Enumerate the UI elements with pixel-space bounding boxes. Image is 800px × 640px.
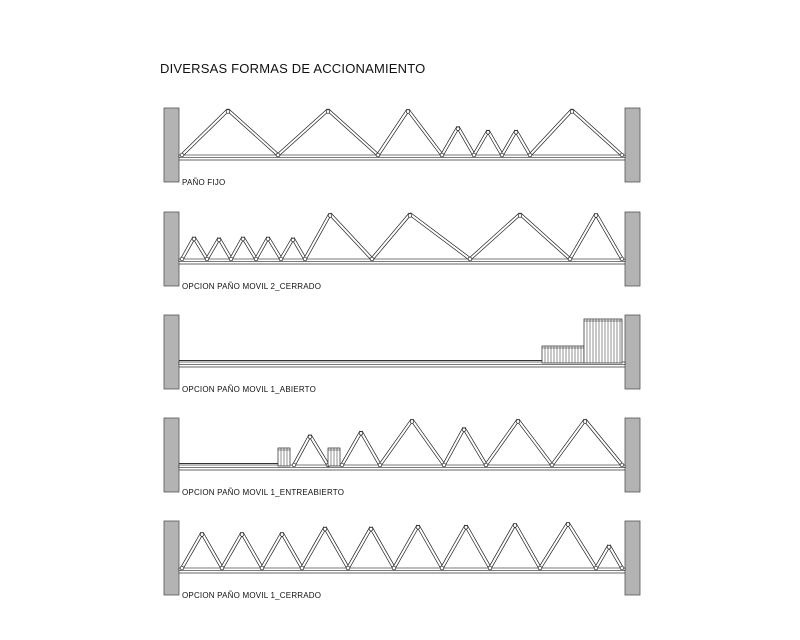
wall-right — [625, 108, 640, 182]
hinge-joint — [308, 435, 312, 439]
door-leaf — [370, 527, 395, 569]
door-leaf — [341, 431, 362, 466]
door-leaf — [417, 525, 443, 569]
door-leaf — [261, 532, 283, 568]
wall-left — [164, 212, 179, 286]
hinge-joint — [180, 153, 184, 157]
door-leaf — [181, 532, 203, 568]
panel-label: OPCION PAÑO MOVIL 1_ABIERTO — [182, 385, 317, 394]
hinge-joint — [370, 257, 374, 261]
hinge-joint — [594, 214, 598, 218]
hinge-joint — [566, 523, 570, 527]
hinge-joint — [359, 432, 363, 436]
hinge-joint — [326, 110, 330, 114]
hinge-joint — [607, 545, 611, 549]
panel-movil-1-cerrado — [160, 521, 640, 601]
hinge-joint — [300, 566, 304, 570]
door-leaf — [329, 213, 373, 260]
hinge-joint — [279, 257, 283, 261]
door-leaf — [393, 525, 419, 569]
door-leaf — [293, 435, 311, 466]
hinge-joint — [254, 257, 258, 261]
wall-right — [625, 315, 640, 389]
door-leaf — [519, 213, 571, 260]
diagram-title: DIVERSAS FORMAS DE ACCIONAMIENTO — [160, 61, 426, 76]
door-leaf — [443, 428, 465, 466]
hinge-joint — [323, 527, 327, 531]
door-drawing-movil-1-entreabierto — [160, 418, 640, 494]
hinge-joint — [486, 131, 490, 135]
door-leaf — [441, 525, 467, 569]
hinge-joint — [456, 127, 460, 131]
hinge-joint — [220, 566, 224, 570]
hinge-joint — [500, 153, 504, 157]
door-leaf — [360, 431, 381, 466]
door-leaf — [539, 522, 569, 568]
panel-movil-2-cerrado — [160, 212, 640, 292]
hinge-joint — [408, 214, 412, 218]
track-rail — [179, 568, 625, 571]
hinge-joint — [410, 420, 414, 424]
hinge-joint — [513, 524, 517, 528]
hinge-joint — [180, 257, 184, 261]
door-leaf — [489, 523, 516, 568]
door-leaf — [514, 523, 541, 568]
door-leaf — [379, 419, 413, 466]
door-leaf — [567, 522, 597, 568]
wall-left — [164, 418, 179, 492]
door-leaf — [221, 532, 243, 568]
hinge-joint — [620, 566, 624, 570]
hinge-joint — [369, 527, 373, 531]
hinge-joint — [484, 463, 488, 467]
door-leaf — [517, 419, 553, 466]
panel-movil-1-abierto — [160, 315, 640, 395]
door-leaf — [377, 109, 409, 156]
wall-left — [164, 521, 179, 595]
door-leaf — [241, 532, 263, 568]
hinge-joint — [620, 153, 624, 157]
hinge-joint — [550, 463, 554, 467]
door-leaf — [469, 213, 521, 260]
door-leaf — [485, 419, 519, 466]
wall-right — [625, 212, 640, 286]
door-leaf — [304, 213, 331, 259]
hinge-joint — [462, 428, 466, 432]
hinge-joint — [518, 214, 522, 218]
hinge-joint — [180, 566, 184, 570]
hinge-joint — [568, 257, 572, 261]
track-rail — [179, 259, 625, 262]
hinge-joint — [468, 257, 472, 261]
hinge-joint — [280, 533, 284, 537]
panel-label: OPCION PAÑO MOVIL 2_CERRADO — [182, 282, 322, 291]
hinge-joint — [442, 463, 446, 467]
hinge-joint — [303, 257, 307, 261]
hinge-joint — [260, 566, 264, 570]
hinge-joint — [241, 237, 245, 241]
hinge-joint — [226, 110, 230, 114]
door-leaf — [347, 527, 372, 569]
door-leaf — [411, 419, 445, 466]
track-rail — [179, 155, 625, 158]
door-drawing-movil-2-cerrado — [160, 212, 640, 288]
door-leaf — [551, 419, 586, 466]
wall-right — [625, 521, 640, 595]
door-leaf — [407, 109, 443, 156]
door-leaf — [584, 419, 623, 466]
door-drawing-movil-1-cerrado — [160, 521, 640, 597]
door-leaf — [529, 109, 573, 156]
hinge-joint — [229, 257, 233, 261]
hinge-joint — [594, 566, 598, 570]
hinge-joint — [205, 257, 209, 261]
hinge-joint — [292, 463, 296, 467]
door-drawing-pano-fijo — [160, 108, 640, 184]
hinge-joint — [200, 533, 204, 537]
hinge-joint — [406, 110, 410, 114]
door-leaf — [371, 213, 411, 260]
hinge-joint — [528, 153, 532, 157]
hinge-joint — [346, 566, 350, 570]
door-leaf — [441, 127, 459, 156]
panel-label: OPCION PAÑO MOVIL 1_CERRADO — [182, 591, 322, 600]
door-leaf — [181, 109, 229, 156]
hinge-joint — [620, 257, 624, 261]
door-leaf — [463, 428, 487, 466]
hinge-joint — [570, 110, 574, 114]
door-leaf — [324, 527, 349, 569]
hinge-joint — [464, 526, 468, 530]
hinge-joint — [240, 533, 244, 537]
hinge-joint — [472, 153, 476, 157]
hinge-joint — [276, 153, 280, 157]
hinge-joint — [192, 237, 196, 241]
hinge-joint — [416, 526, 420, 530]
door-leaf — [569, 213, 597, 259]
door-leaf — [409, 213, 471, 260]
hinge-joint — [514, 131, 518, 135]
door-drawing-movil-1-abierto — [160, 315, 640, 391]
hinge-joint — [583, 420, 587, 424]
panel-label: OPCION PAÑO MOVIL 1_ENTREABIERTO — [182, 488, 345, 497]
door-leaf — [227, 109, 279, 156]
hinge-joint — [392, 566, 396, 570]
track-rail — [179, 465, 625, 468]
wall-right — [625, 418, 640, 492]
door-leaf — [309, 435, 329, 466]
hinge-joint — [488, 566, 492, 570]
hinge-joint — [378, 463, 382, 467]
hinge-joint — [340, 463, 344, 467]
door-leaf — [301, 527, 326, 569]
hinge-joint — [440, 153, 444, 157]
stacked-leaves — [584, 319, 622, 363]
door-leaf — [571, 109, 623, 156]
door-leaf — [327, 109, 379, 156]
door-leaf — [457, 127, 475, 156]
hinge-joint — [217, 238, 221, 242]
door-leaf — [277, 109, 329, 156]
panel-movil-1-entreabierto — [160, 418, 640, 498]
door-leaf — [281, 532, 303, 568]
door-leaf — [465, 525, 491, 569]
hinge-joint — [376, 153, 380, 157]
hinge-joint — [266, 237, 270, 241]
hinge-joint — [538, 566, 542, 570]
hinge-joint — [440, 566, 444, 570]
door-leaf — [201, 532, 223, 568]
wall-left — [164, 108, 179, 182]
hinge-joint — [328, 214, 332, 218]
hinge-joint — [516, 420, 520, 424]
panel-label: PAÑO FIJO — [182, 178, 226, 187]
panel-pano-fijo — [160, 108, 640, 188]
hinge-joint — [620, 463, 624, 467]
hinge-joint — [291, 238, 295, 242]
door-leaf — [595, 213, 623, 259]
wall-left — [164, 315, 179, 389]
